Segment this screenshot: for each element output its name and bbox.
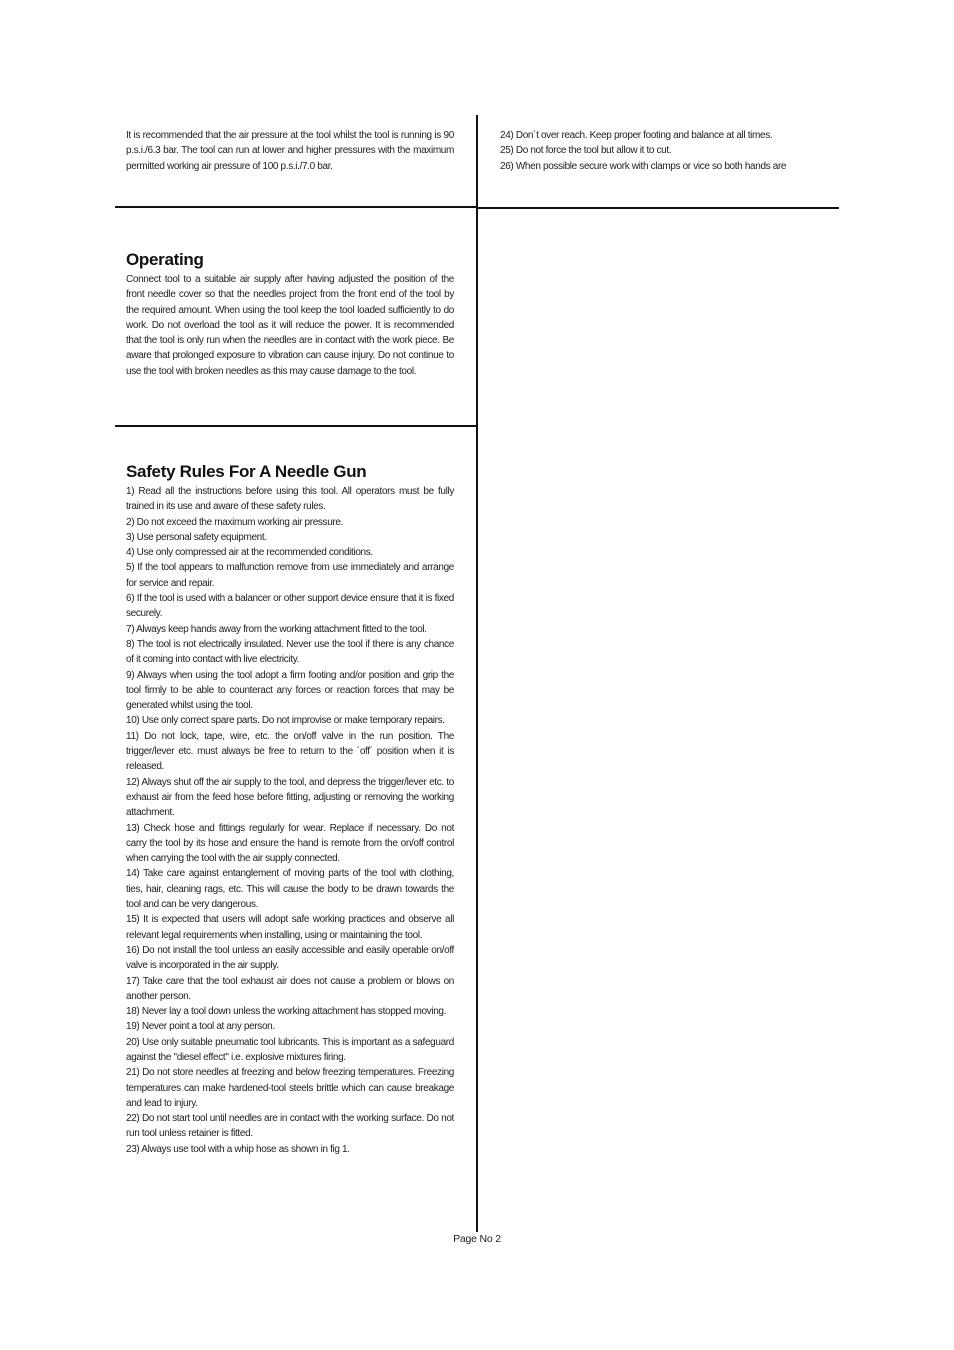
safety-rule: 18) Never lay a tool down unless the working attachment has stopped moving. [126,1006,447,1018]
safety-rule: 9) Always when using the tool adopt a firm footing and/or position and grip the tool firmly to be able to counteract any forces or reaction forces that may be generated whilst using the tool. [126,669,454,712]
safety-rule: 8) The tool is not electrically insulated. Never use the tool if there is any chance of it coming into contact with live electricity. [126,638,454,666]
safety-rules-list [126,484,454,1157]
safety-rule: 11) Do not lock, tape, wire, etc. the on/off valve in the run position. The trigger/lever etc. must always be free to return to the ´off´ position when it is released. [126,730,454,773]
safety-rule: 25) Do not force the tool but allow it to cut. [500,145,672,157]
divider-middle-left [115,425,477,427]
safety-rule: 6) If the tool is used with a balancer or other support device ensure that it is fixed securely. [126,593,454,620]
operating-body: Connect tool to a suitable air supply after having adjusted the position of the front needle cover so that the needles project from the front end of the tool by the required amount. When using the tool keep the tool loaded sufficiently to do work. Do not overload the tool as it will reduce the power. It is recommended that the tool is only run when the needles are in contact with the work piece. Be aware that prolonged exposure to vibration can cause injury. Do not continue to use the tool with broken needles as this may cause damage to the tool. [126,274,454,377]
divider-top-left [115,206,477,208]
safety-rule: 1) Read all the instructions before using this tool. All operators must be fully trained in its use and aware of these safety rules. [126,486,454,513]
safety-rule: 17) Take care that the tool exhaust air does not cause a problem or blows on another person. [126,975,454,1002]
safety-rule: 3) Use personal safety equipment. [126,531,267,543]
safety-rule: 22) Do not start tool until needles are in contact with the working surface. Do not run tool unless retainer is fitted. [126,1113,454,1140]
safety-rule: 7) Always keep hands away from the working attachment fitted to the tool. [126,623,427,635]
safety-heading: Safety Rules For A Needle Gun [126,462,367,481]
safety-rules-continued [500,128,840,174]
safety-rule: 26) When possible secure work with clamps or vice so both hands are [500,160,787,172]
safety-rule: 4) Use only compressed air at the recommended conditions. [126,547,373,559]
safety-rule: 20) Use only suitable pneumatic tool lubricants. This is important as a safeguard against the "diesel effect" i.e. explosive mixtures firing. [126,1036,454,1063]
safety-rule: 19) Never point a tool at any person. [126,1021,275,1033]
safety-rule: 10) Use only correct spare parts. Do not improvise or make temporary repairs. [126,715,445,727]
operating-section [126,250,454,379]
safety-rule: 24) Don´t over reach. Keep proper footing and balance at all times. [500,130,773,141]
column-divider [476,115,478,1232]
safety-rule: 5) If the tool appears to malfunction remove from use immediately and arrange for service and repair. [126,562,454,589]
page-number: Page No 2 [453,1233,501,1245]
safety-rule: 12) Always shut off the air supply to the tool, and depress the trigger/lever etc. to exhaust air from the feed hose before fitting, adjusting or removing the working attachment. [126,776,454,819]
safety-rule: 2) Do not exceed the maximum working air pressure. [126,516,344,528]
safety-rule: 15) It is expected that users will adopt safe working practices and observe all relevant legal requirements when installing, using or maintaining the tool. [126,914,454,941]
safety-section [126,462,454,1157]
pressure-paragraph: It is recommended that the air pressure at the tool whilst the tool is running is 90 p.s.i./6.3 bar. The tool can run at lower and higher pressures with the maximum permitted working air pressure of 100 p.s.i./7.0 bar. [126,130,454,172]
safety-rule: 13) Check hose and fittings regularly for wear. Replace if necessary. Do not carry the tool by its hose and ensure the hand is remote from the on/off control when carrying the tool with the air supply connected. [126,822,454,865]
divider-top-right [477,207,839,209]
safety-rule: 14) Take care against entanglement of moving parts of the tool with clothing, ties, hair, cleaning rags, etc. This will cause the body to be drawn towards the tool and can be very dangerous. [126,868,454,911]
safety-rule: 21) Do not store needles at freezing and below freezing temperatures. Freezing temperatures can make hardened-tool steels brittle which can cause breakage and lead to injury. [126,1067,454,1109]
operating-heading: Operating [126,250,204,269]
safety-rule: 16) Do not install the tool unless an easily accessible and easily operable on/off valve is incorporated in the air supply. [126,944,454,972]
safety-rule: 23) Always use tool with a whip hose as shown in fig 1. [126,1143,350,1155]
